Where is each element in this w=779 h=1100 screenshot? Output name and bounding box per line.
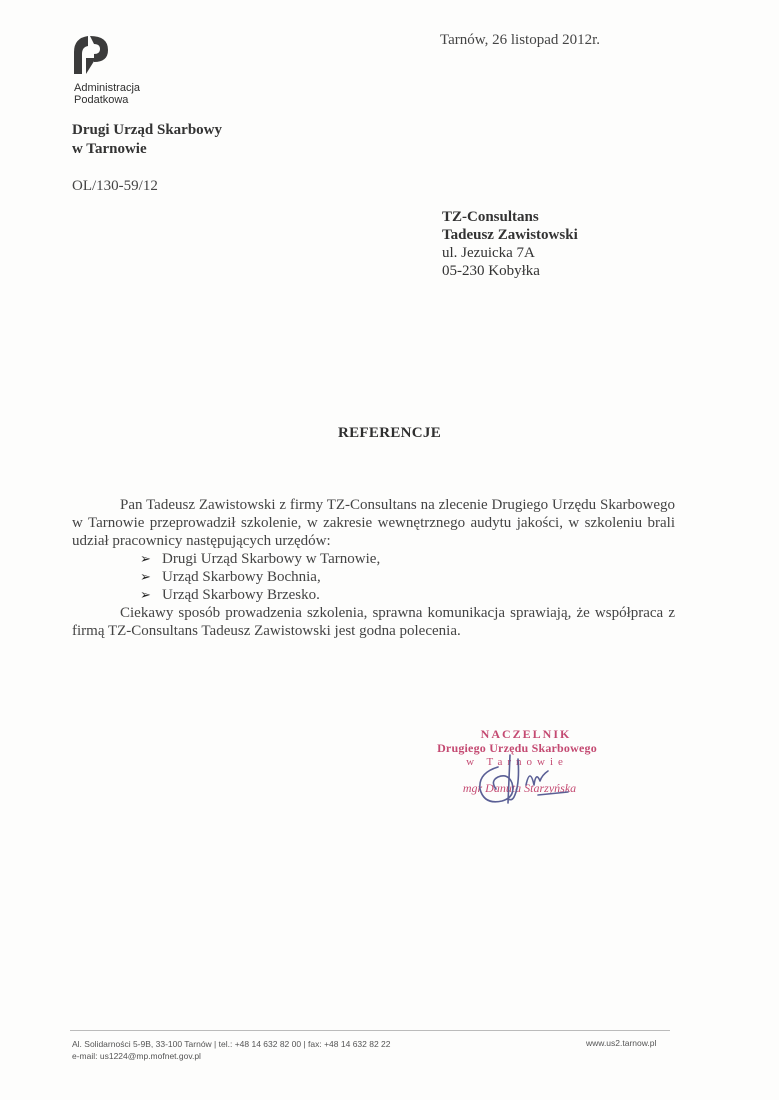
tax-administration-logo-icon	[70, 32, 114, 76]
logo-line-1: Administracja	[74, 82, 141, 94]
arrow-bullet-icon: ➢	[140, 587, 151, 602]
stamp-office: Drugiego Urzędu Skarbowego	[437, 741, 597, 755]
office-line-2: w Tarnowie	[72, 141, 147, 157]
letter-body	[72, 496, 675, 640]
document-title: REFERENCJE	[337, 425, 441, 441]
logo-line-2: Podatkowa	[74, 94, 129, 106]
office-list	[72, 550, 675, 604]
footer-contact	[72, 1038, 391, 1062]
addressee-company: TZ-Consultans	[442, 209, 539, 225]
list-item	[140, 550, 675, 568]
office-line-1: Drugi Urząd Skarbowy	[72, 122, 223, 138]
footer-address: Al. Solidarności 5-9B, 33-100 Tarnów | tel.: +48 14 632 82 00 | fax: +48 14 632 82 22	[72, 1039, 391, 1049]
reference-number: OL/130-59/12	[72, 178, 158, 194]
footer-email: e-mail: us1224@mp.mofnet.gov.pl	[72, 1051, 201, 1061]
list-item-text: Drugi Urząd Skarbowy w Tarnowie,	[162, 551, 381, 567]
list-item	[140, 568, 675, 586]
arrow-bullet-icon: ➢	[140, 551, 151, 566]
addressee-block	[442, 208, 578, 280]
letter-date: Tarnów, 26 listopad 2012r.	[440, 32, 601, 48]
addressee-name: Tadeusz Zawistowski	[442, 227, 578, 243]
handwritten-signature	[468, 745, 598, 815]
body-paragraph-1: Pan Tadeusz Zawistowski z firmy TZ-Consultans na zlecenie Drugiego Urzędu Skarbowego w Tarnowie przeprowadził szkolenie, w zakresie wewnętrznego audytu jakości, w szkoleniu brali udział pracownicy następujących urzędów:	[72, 497, 675, 549]
list-item	[140, 586, 675, 604]
arrow-bullet-icon: ➢	[140, 569, 151, 584]
body-paragraph-2: Ciekawy sposób prowadzenia szkolenia, sprawna komunikacja sprawiają, że współpraca z firmą TZ-Consultans Tadeusz Zawistowski jest godna polecenia.	[72, 605, 675, 639]
list-item-text: Urząd Skarbowy Bochnia,	[162, 569, 321, 585]
addressee-city: 05-230 Kobyłka	[442, 263, 540, 279]
office-name	[72, 121, 222, 159]
stamp-title: NACZELNIK	[480, 727, 572, 741]
logo-text	[74, 82, 140, 106]
stamp-signatory: mgr Danuta Starzyńska	[462, 781, 577, 795]
stamp-city: w Tarnowie	[466, 756, 568, 768]
addressee-street: ul. Jezuicka 7A	[442, 245, 535, 261]
list-item-text: Urząd Skarbowy Brzesko.	[162, 587, 320, 603]
footer-website: www.us2.tarnow.pl	[586, 1038, 657, 1048]
footer-divider	[70, 1030, 670, 1031]
